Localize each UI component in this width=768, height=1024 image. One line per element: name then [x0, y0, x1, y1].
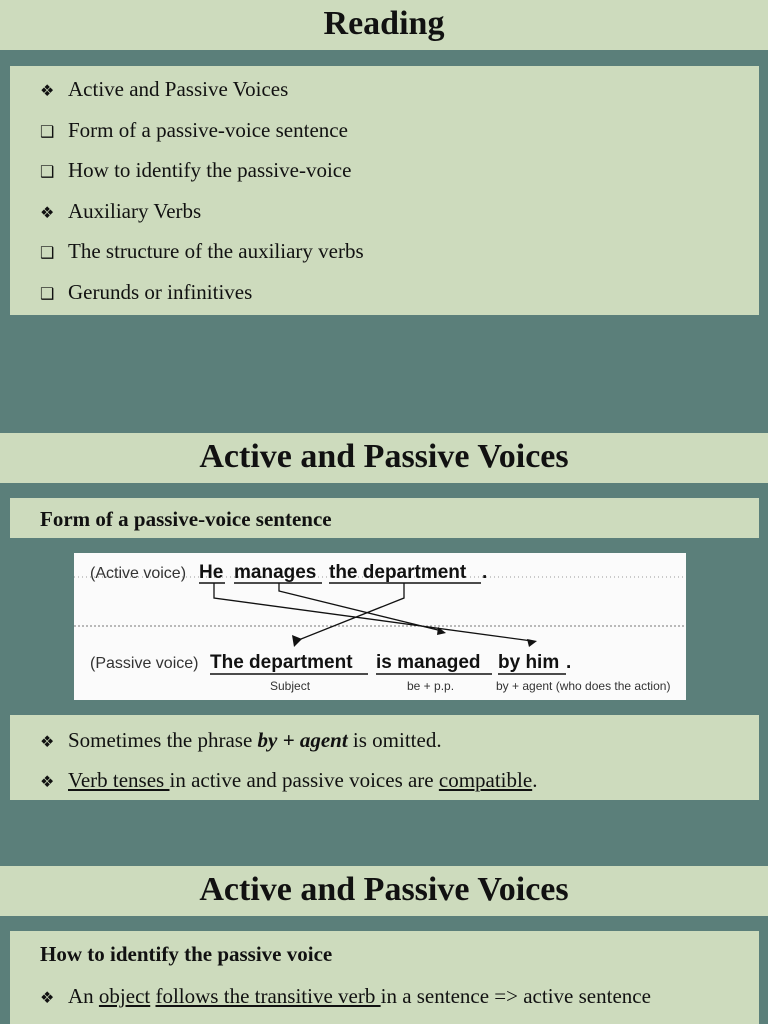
caption-be-pp: be + p.p.	[407, 679, 455, 693]
passive-period: .	[566, 652, 572, 673]
caption-agent: by + agent (who does the action)	[496, 679, 671, 693]
list-item	[40, 76, 288, 104]
active-verb: manages	[234, 562, 317, 583]
diamond-bullet-icon: ❖	[40, 772, 55, 791]
active-period: .	[482, 562, 488, 583]
note2-underlined-verb-tenses: Verb tenses	[68, 768, 170, 792]
arrowhead-passive-subject	[292, 635, 302, 647]
list-item-text: Form of a passive-voice sentence	[68, 118, 348, 142]
slide2-subheading: Form of a passive-voice sentence	[40, 507, 332, 531]
list-item	[40, 117, 348, 145]
active-subject: He	[199, 562, 224, 583]
note-item	[40, 767, 537, 795]
slide2-title: Active and Passive Voices	[199, 438, 569, 475]
item-text-post: in a sentence => active sentence	[380, 984, 651, 1008]
item-underlined-transitive-verb: follows the transitive verb	[155, 984, 381, 1008]
slide2-subheading-panel	[10, 498, 759, 538]
slide3-title-bar	[0, 866, 768, 916]
diamond-bullet-icon: ❖	[40, 203, 55, 222]
passive-voice-diagram	[74, 553, 686, 700]
slide3-panel	[10, 931, 759, 1024]
diamond-bullet-icon: ❖	[40, 81, 55, 100]
list-item	[40, 198, 201, 226]
active-object: the department	[329, 562, 467, 583]
square-bullet-icon: ❑	[40, 243, 55, 262]
square-bullet-icon: ❑	[40, 284, 55, 303]
arrow-subject-to-agent	[214, 583, 532, 641]
note1-text-bold: by + agent	[257, 728, 348, 752]
item-text-pre: An	[68, 984, 99, 1008]
arrow-object-to-subject	[296, 583, 404, 641]
passive-voice-label: (Passive voice)	[90, 655, 199, 672]
note2-underlined-compatible: compatible	[438, 768, 533, 792]
diamond-bullet-icon: ❖	[40, 988, 55, 1007]
active-voice-label: (Active voice)	[90, 565, 187, 582]
passive-by-phrase: by him	[498, 652, 560, 673]
list-item	[40, 983, 651, 1011]
slide1-title-bar	[0, 0, 768, 50]
list-item-text: How to identify the passive-voice	[68, 158, 352, 182]
slide3-title: Active and Passive Voices	[199, 871, 569, 908]
list-item-text: Auxiliary Verbs	[68, 199, 202, 223]
note2-text-mid: in active and passive voices are	[169, 768, 439, 792]
slide3-subheading: How to identify the passive voice	[40, 942, 333, 966]
list-item	[40, 238, 364, 266]
note1-text-post: is omitted.	[347, 728, 442, 752]
passive-subject: The department	[210, 652, 353, 673]
slide2-title-bar	[0, 433, 768, 483]
slide2-notes-panel	[10, 715, 759, 800]
note2-period: .	[532, 768, 538, 792]
passive-verb: is managed	[376, 652, 481, 673]
caption-subject: Subject	[270, 679, 311, 693]
arrowhead-agent	[527, 639, 537, 647]
list-item	[40, 279, 252, 307]
diamond-bullet-icon: ❖	[40, 732, 55, 751]
note-item	[40, 727, 442, 755]
list-item-text: Active and Passive Voices	[68, 77, 289, 101]
square-bullet-icon: ❑	[40, 122, 55, 141]
note1-text-pre: Sometimes the phrase	[68, 728, 258, 752]
item-underlined-object: object	[98, 984, 151, 1008]
slide1-panel	[10, 66, 759, 315]
arrow-verb-to-passive-verb	[279, 583, 442, 631]
list-item-text: The structure of the auxiliary verbs	[68, 239, 364, 263]
list-item-text: Gerunds or infinitives	[68, 280, 253, 304]
list-item	[40, 157, 351, 185]
slide1-title: Reading	[323, 5, 445, 42]
square-bullet-icon: ❑	[40, 162, 55, 181]
